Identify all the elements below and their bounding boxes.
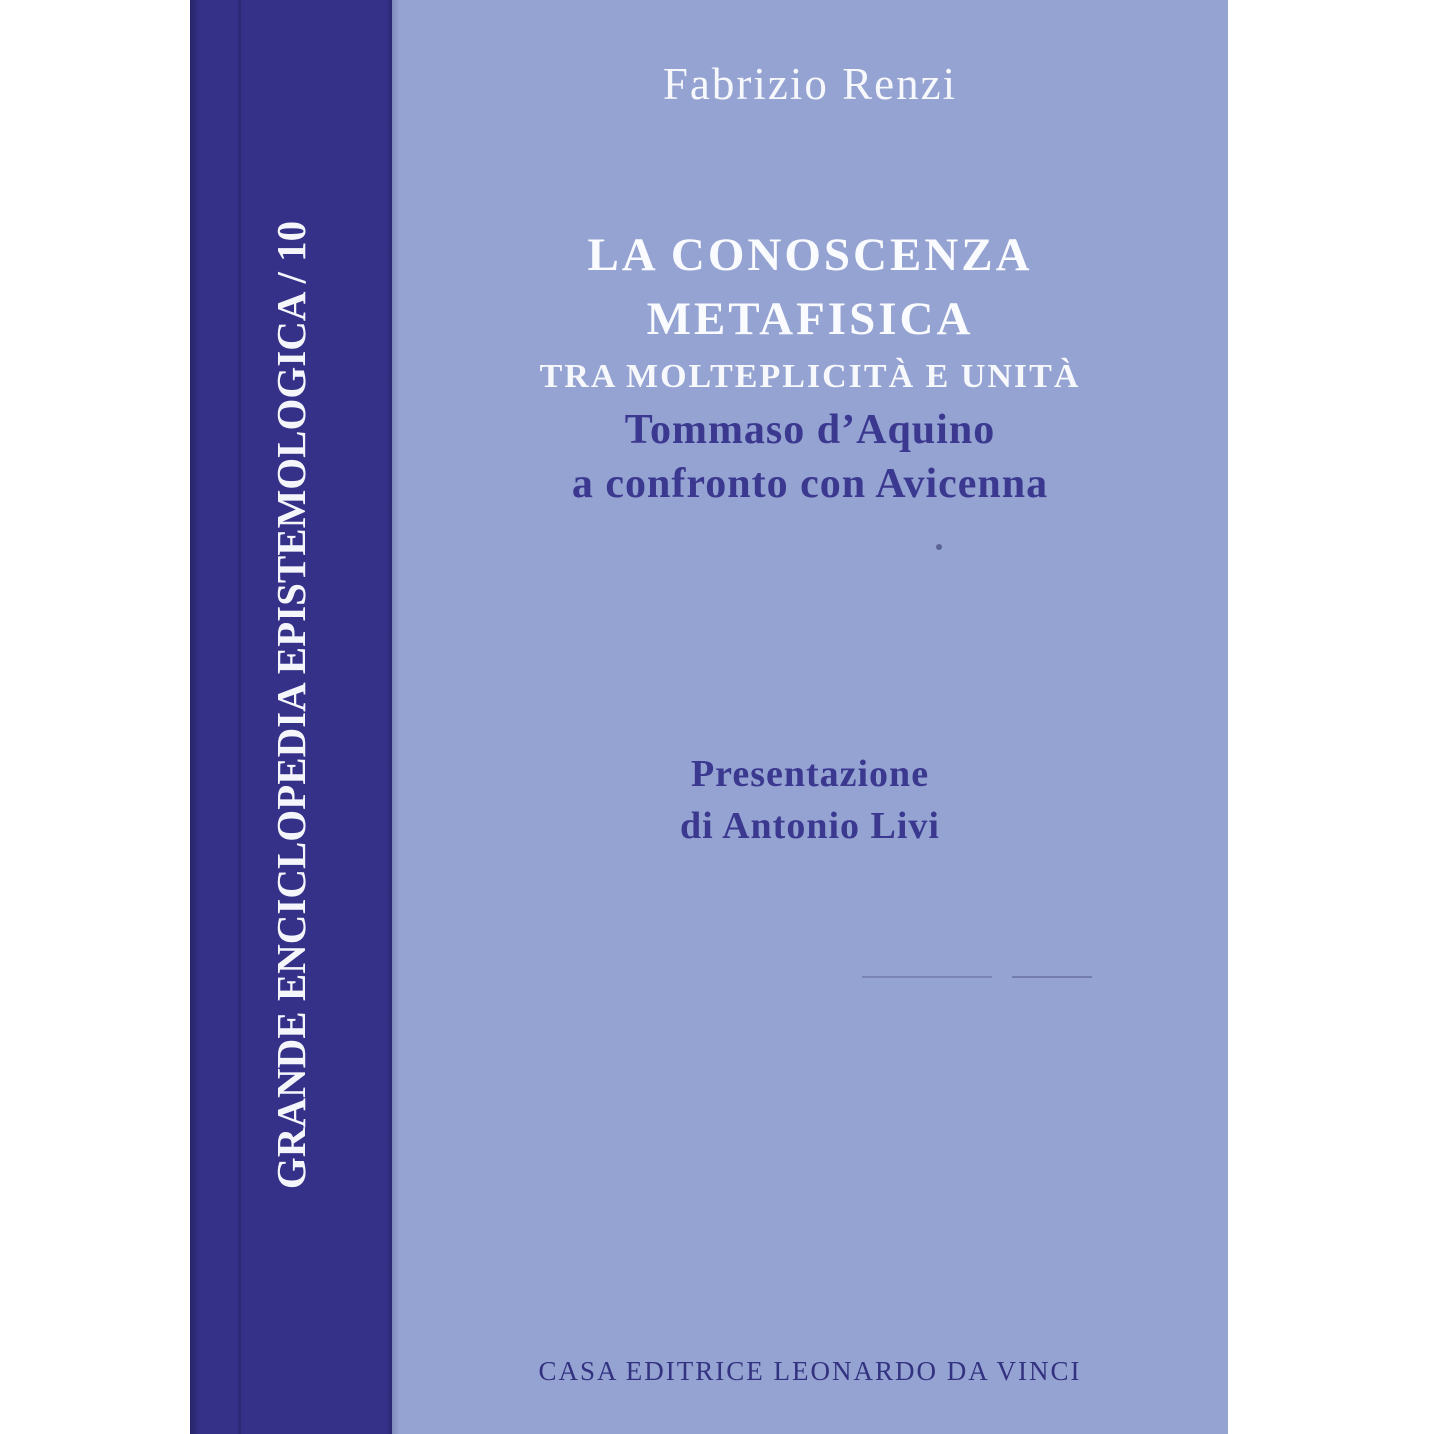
spine-crease-line	[238, 0, 241, 1434]
cover-scratch-mark	[862, 976, 992, 978]
book-cover	[190, 0, 1228, 1434]
spine-series-label: GRANDE ENCICLOPEDIA EPISTEMOLOGICA / 10	[268, 220, 314, 1190]
publisher-name: CASA EDITRICE LEONARDO DA VINCI	[538, 1356, 1082, 1386]
book-spine	[190, 0, 392, 1434]
presentation-line-2: di Antonio Livi	[680, 805, 940, 847]
front-cover	[392, 0, 1228, 1434]
secondary-title-line-2: a confronto con Avicenna	[571, 461, 1049, 507]
book-title-line-1: LA CONOSCENZA	[587, 229, 1033, 281]
book-subtitle: TRA MOLTEPLICITÀ E UNITÀ	[539, 358, 1081, 395]
book-title-line-2: METAFISICA	[646, 293, 974, 345]
spine-left-edge-shadow	[190, 0, 200, 1434]
cover-scratch-mark-2	[1012, 976, 1092, 978]
secondary-title-line-1: Tommaso d’Aquino	[624, 407, 996, 453]
cover-ink-speck	[936, 544, 942, 550]
cover-fold-shadow	[392, 0, 400, 1434]
presentation-line-1: Presentazione	[690, 753, 930, 795]
author-name: Fabrizio Renzi	[662, 59, 958, 109]
